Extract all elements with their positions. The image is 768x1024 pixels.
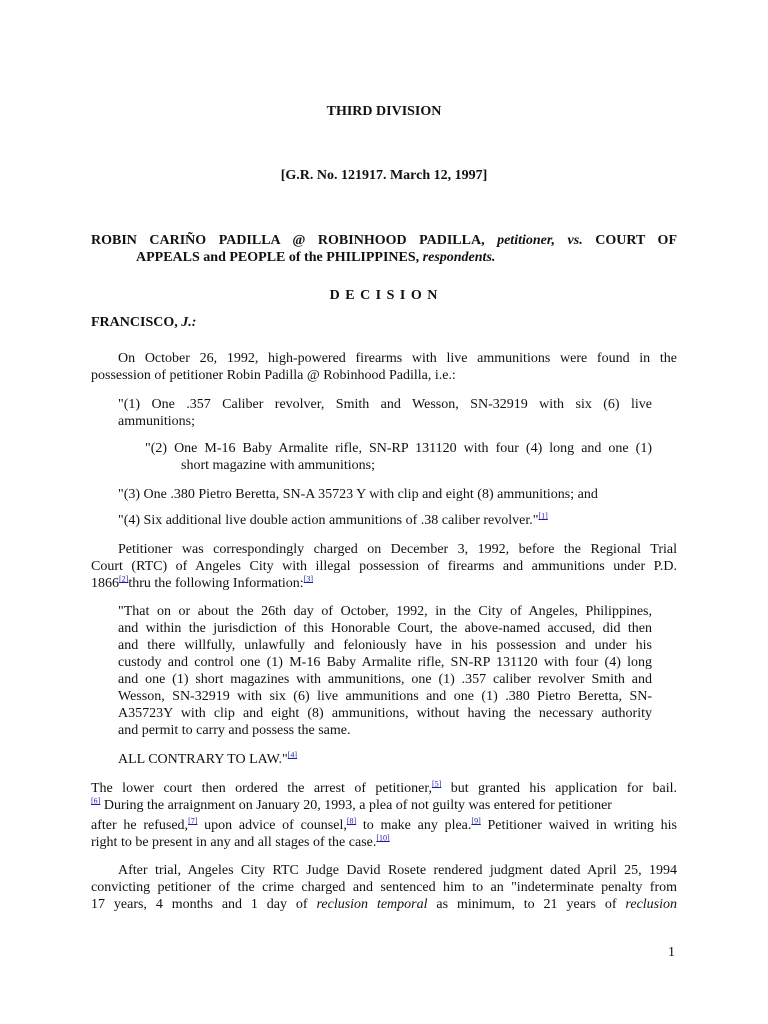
footnote-link-7[interactable]: [7]: [188, 816, 198, 826]
respondent-role: respondents.: [422, 250, 496, 265]
information-line8: and permit to carry and possess the same.: [118, 723, 351, 738]
list-item-1-line2: ammunitions;: [118, 414, 195, 429]
para4-line3-b: reclusion temporal: [316, 897, 428, 912]
footnote-link-5[interactable]: [5]: [431, 779, 442, 789]
para3-line1: [91, 780, 677, 798]
list-item-2-line1: "(2) One M-16 Baby Armalite rifle, SN-RP 131120 with four (4) long and one (1): [145, 441, 652, 456]
para4-line3-c: as minimum, to 21 years of: [436, 897, 617, 912]
para3-line3-a: after he refused,: [91, 818, 189, 833]
ponente: [91, 314, 196, 332]
case-caption-line1: [91, 232, 677, 250]
case-caption-line2: [136, 249, 495, 267]
information-line2: and within the jurisdiction of this Honorable Court, the above-named accused, did then: [118, 621, 652, 636]
footnote-link-2[interactable]: [2]: [119, 574, 129, 584]
para1-line1: On October 26, 1992, high-powered firearms with live ammunitions were found in the: [118, 351, 677, 366]
list-item-1-line1: "(1) One .357 Caliber revolver, Smith and Wesson, SN-32919 with six (6) live: [118, 397, 652, 412]
para4-line3-d: reclusion: [625, 897, 678, 912]
footnote-link-9[interactable]: [9]: [471, 816, 481, 826]
information-line7: A35723Y with clip and eight (8) ammunitions, without having the necessary authority: [118, 706, 652, 721]
information-line4: custody and control one (1) M-16 Baby Armalite rifle, SN-RP 131120 with four (4) long: [118, 655, 652, 670]
list-item-3: "(3) One .380 Pietro Beretta, SN-A 35723 Y with clip and eight (8) ammunitions; and: [118, 487, 598, 502]
para4-line3-a: 17 years, 4 months and 1 day of: [91, 897, 308, 912]
para2-line3: [91, 575, 313, 593]
petitioner-role: petitioner: [497, 233, 552, 248]
information-line3: and there willfully, unlawfully and feloniously have in his possession and under his: [118, 638, 652, 653]
footnote-link-4[interactable]: [4]: [287, 750, 298, 760]
list-item-4-text: "(4) Six additional live double action ammunitions of .38 caliber revolver.": [118, 513, 539, 528]
ponente-title: J.:: [181, 315, 197, 330]
para2-line2: Court (RTC) of Angeles City with illegal possession of firearms and ammunitions under P.D.: [91, 559, 677, 574]
para3-line2: [91, 797, 681, 815]
para4-line2: convicting petitioner of the crime charged and sentenced him to an "indeterminate penalty from: [91, 880, 677, 895]
ponente-name: FRANCISCO,: [91, 315, 178, 330]
list-item-4: [118, 512, 548, 530]
list-item-2-line2: short magazine with ammunitions;: [181, 458, 376, 473]
para2-line1: Petitioner was correspondingly charged on December 3, 1992, before the Regional Trial: [118, 542, 677, 557]
respondent-name-rest: APPEALS and PEOPLE of the PHILIPPINES,: [136, 250, 420, 265]
footnote-link-8[interactable]: [8]: [346, 816, 357, 826]
para2-line3-start: 1866: [91, 576, 119, 591]
information-closing: [118, 751, 297, 769]
footnote-link-10[interactable]: [10]: [376, 833, 390, 843]
para3-line4: [91, 834, 390, 852]
decision-title: D E C I S I O N: [329, 288, 439, 303]
versus: , vs.: [551, 233, 583, 248]
para3-line3-c: to make any plea.: [362, 818, 472, 833]
para3-line3: [91, 817, 677, 835]
para3-line3-d: Petitioner waived in writing his: [487, 818, 678, 833]
para4-line3: [91, 896, 677, 914]
respondent-name-start: COURT OF: [595, 233, 677, 248]
footnote-link-1[interactable]: [1]: [538, 511, 548, 521]
para1-line2: possession of petitioner Robin Padilla @ Robinhood Padilla, i.e.:: [91, 368, 456, 383]
footnote-link-6[interactable]: [6]: [91, 796, 101, 806]
para3-line4-text: right to be present in any and all stages of the case.: [91, 835, 377, 850]
page-number: 1: [668, 945, 675, 960]
petitioner-name: ROBIN CARIÑO PADILLA @ ROBINHOOD PADILLA,: [91, 233, 485, 248]
footnote-link-3[interactable]: [3]: [303, 574, 314, 584]
information-line1: "That on or about the 26th day of October, 1992, in the City of Angeles, Philippines,: [118, 604, 652, 619]
case-number: [G.R. No. 121917. March 12, 1997]: [280, 168, 488, 183]
para4-line1: After trial, Angeles City RTC Judge David Rosete rendered judgment dated April 25, 1994: [118, 863, 677, 878]
para2-line3-end: thru the following Information:: [128, 576, 304, 591]
division-heading: THIRD DIVISION: [326, 104, 442, 119]
para3-line2-text: During the arraignment on January 20, 1993, a plea of not guilty was entered for petitioner: [103, 798, 612, 813]
information-closing-text: ALL CONTRARY TO LAW.": [118, 752, 288, 767]
para3-line1-end: but granted his application for bail.: [450, 781, 678, 796]
para3-line1-start: The lower court then ordered the arrest of petitioner,: [91, 781, 432, 796]
information-line5: and one (1) short magazines with ammunitions, one (1) .357 caliber revolver Smith and: [118, 672, 652, 687]
para3-line3-b: upon advice of counsel,: [204, 818, 347, 833]
information-line6: Wesson, SN-32919 with six (6) live ammunitions and one (1) .380 Pietro Beretta, SN-: [118, 689, 652, 704]
